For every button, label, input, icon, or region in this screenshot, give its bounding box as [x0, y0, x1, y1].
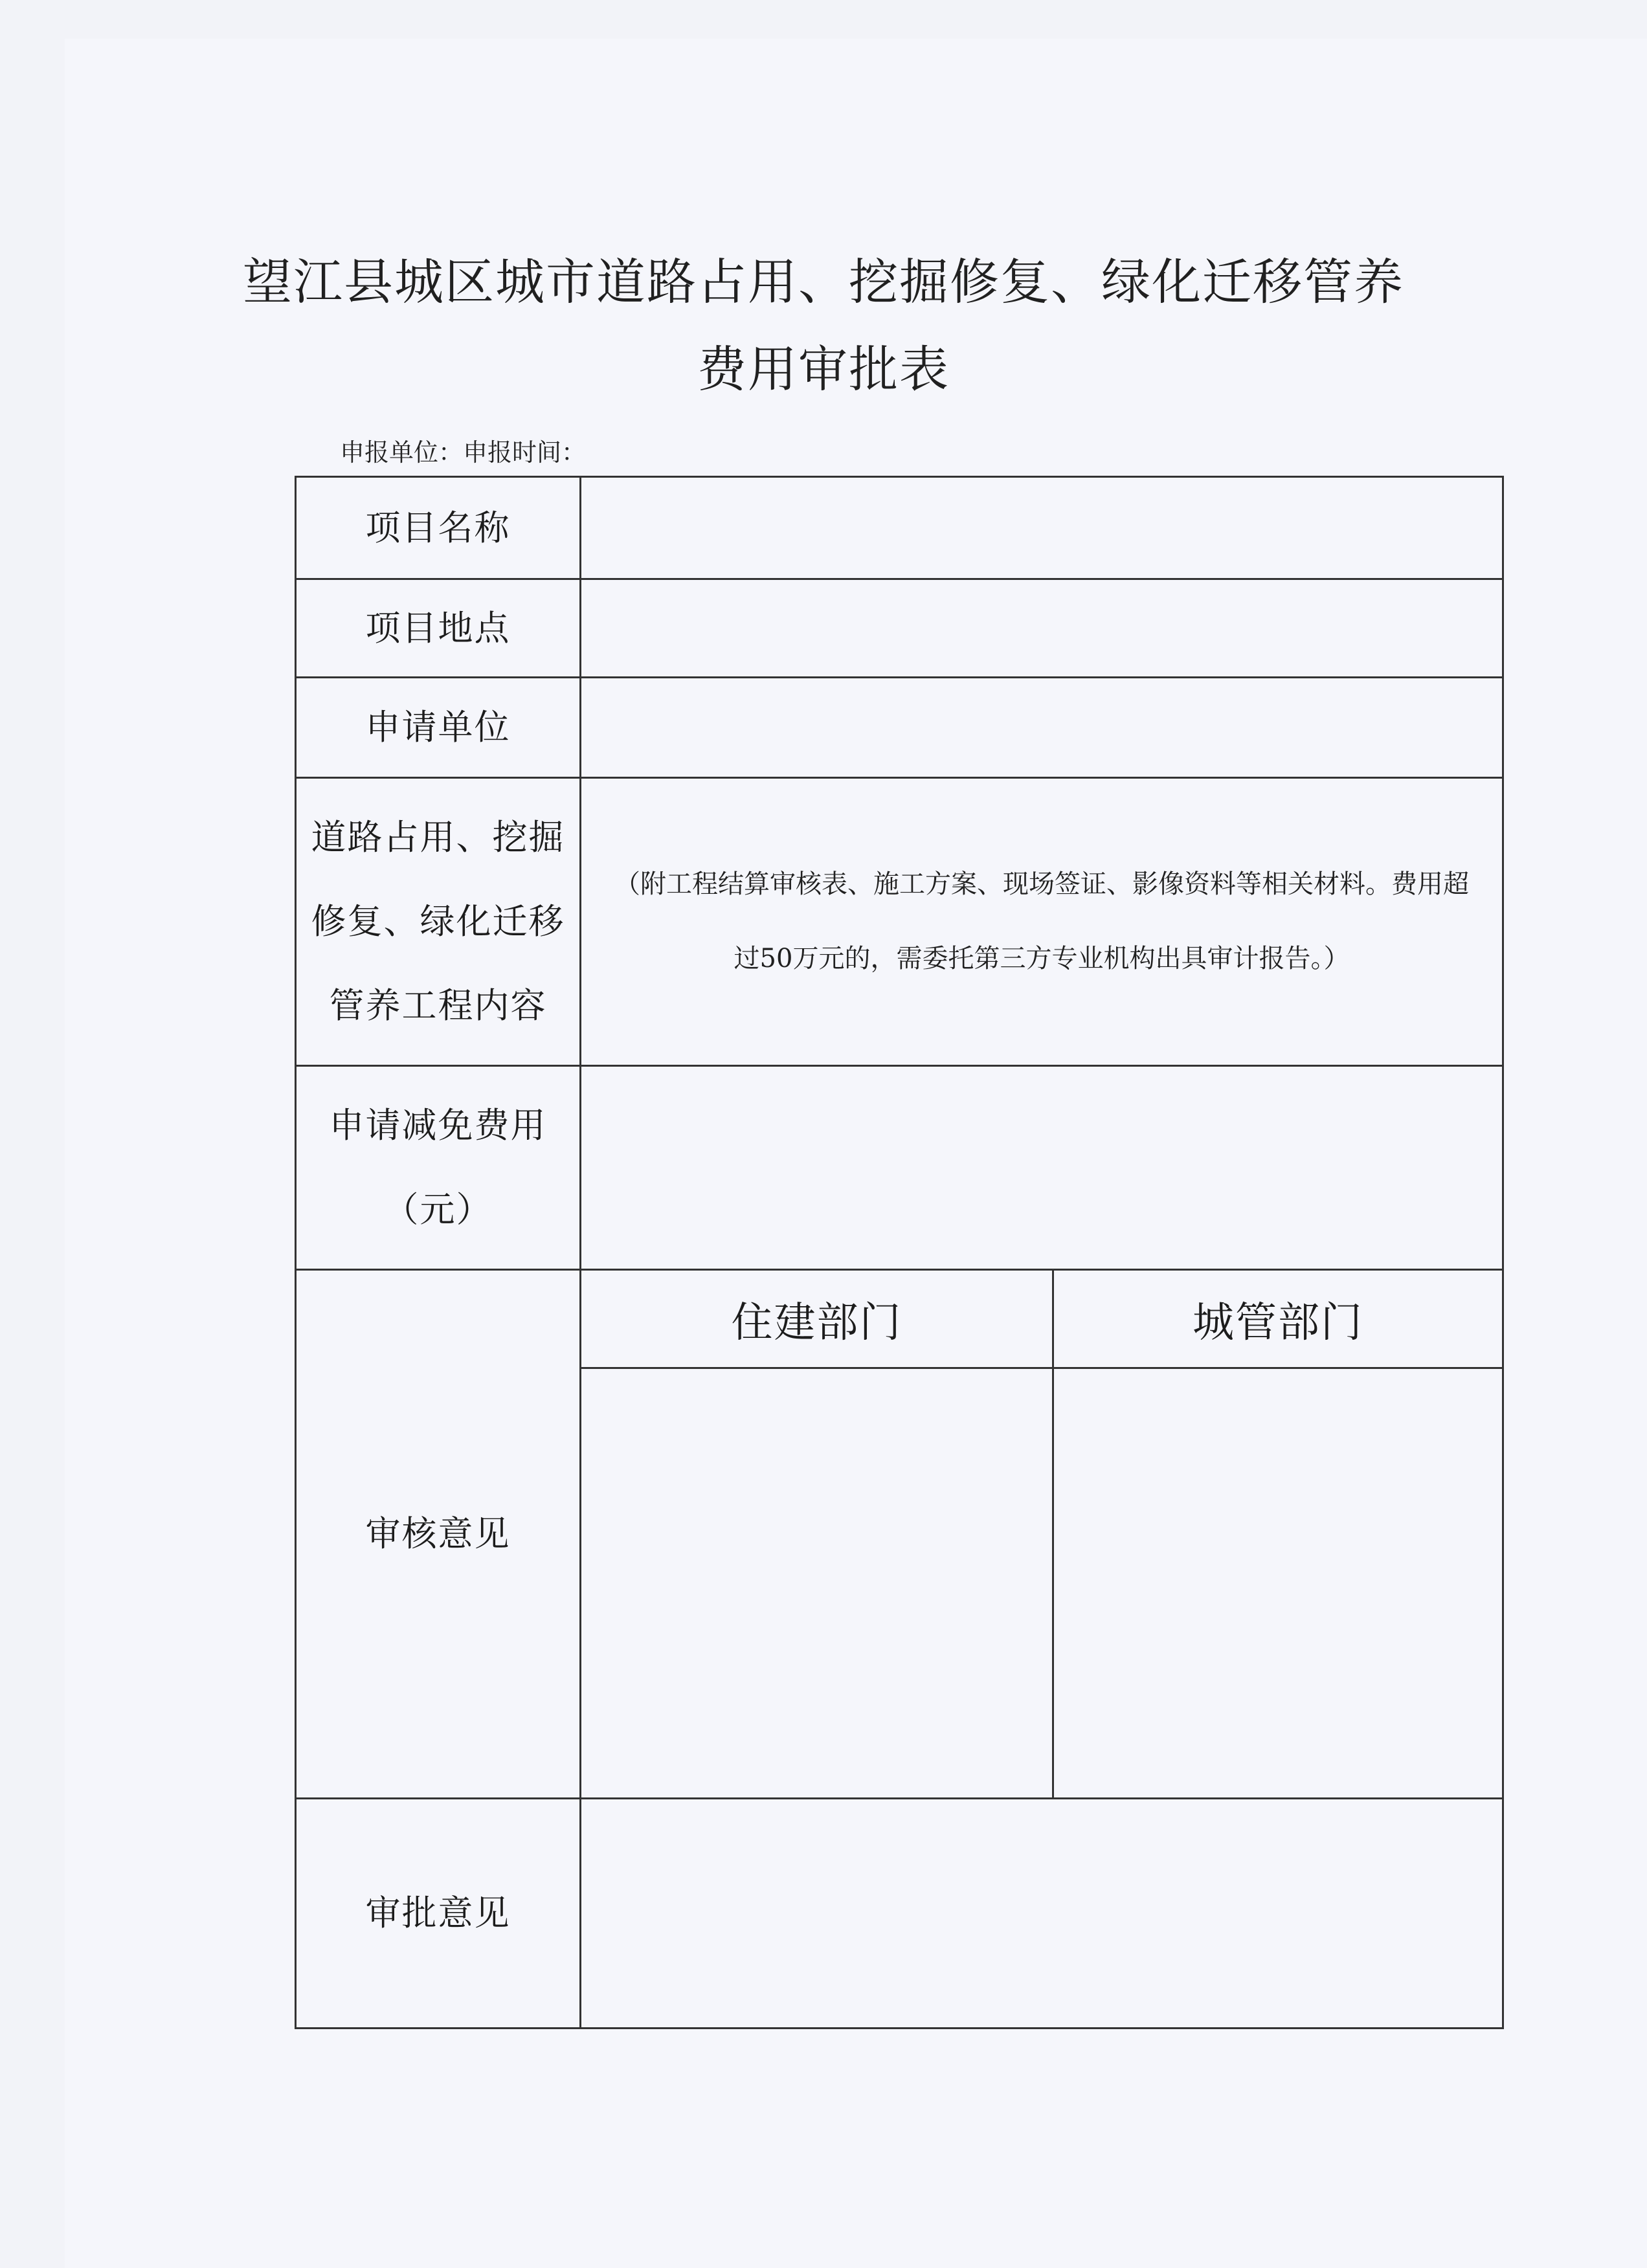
label-work-content-line2: 修复、绿化迁移: [311, 901, 565, 942]
declare-unit-time-line: 申报单位：申报时间：: [340, 438, 587, 467]
header-dept-housing: 住建部门: [581, 1270, 1053, 1368]
field-approval-opinion[interactable]: [581, 1799, 1503, 2029]
header-dept-urban: 城管部门: [1053, 1270, 1503, 1368]
row-review-header: [296, 1270, 1503, 1368]
label-project-name: 项目名称: [296, 477, 581, 579]
field-review-urban[interactable]: [1053, 1368, 1503, 1799]
label-applicant: 申请单位: [296, 678, 581, 778]
label-work-content-line3: 管养工程内容: [329, 985, 547, 1026]
field-review-housing[interactable]: [581, 1368, 1053, 1799]
row-approval: [296, 1799, 1503, 2029]
work-note-line2: 过50万元的，需委托第三方专业机构出具审计报告。）: [734, 944, 1350, 973]
label-approval-opinion: 审批意见: [296, 1799, 581, 2029]
field-fee[interactable]: [581, 1066, 1503, 1270]
row-fee: [296, 1066, 1503, 1270]
field-project-name[interactable]: [581, 477, 1503, 579]
label-review-opinion: 审核意见: [296, 1270, 581, 1799]
label-fee-line2: （元）: [383, 1189, 493, 1230]
label-fee: [296, 1066, 581, 1270]
work-note-line1: （附工程结算审核表、施工方案、现场签证、影像资料等相关材料。费用超: [614, 869, 1469, 899]
document-title-line2: 费用审批表: [697, 340, 950, 398]
label-project-location: 项目地点: [296, 579, 581, 678]
field-applicant[interactable]: [581, 678, 1503, 778]
label-work-content: [296, 778, 581, 1066]
approval-form-table: [295, 476, 1504, 2029]
row-applicant: [296, 678, 1503, 778]
document-title-line1: 望江县城区城市道路占用、挖掘修复、绿化迁移管养: [243, 253, 1404, 311]
row-project-name: [296, 477, 1503, 579]
label-fee-line1: 申请减免费用: [329, 1105, 547, 1146]
field-project-location[interactable]: [581, 579, 1503, 678]
field-work-content[interactable]: [581, 778, 1503, 1066]
row-project-location: [296, 579, 1503, 678]
row-work-content: [296, 778, 1503, 1066]
label-work-content-line1: 道路占用、挖掘: [311, 817, 565, 858]
